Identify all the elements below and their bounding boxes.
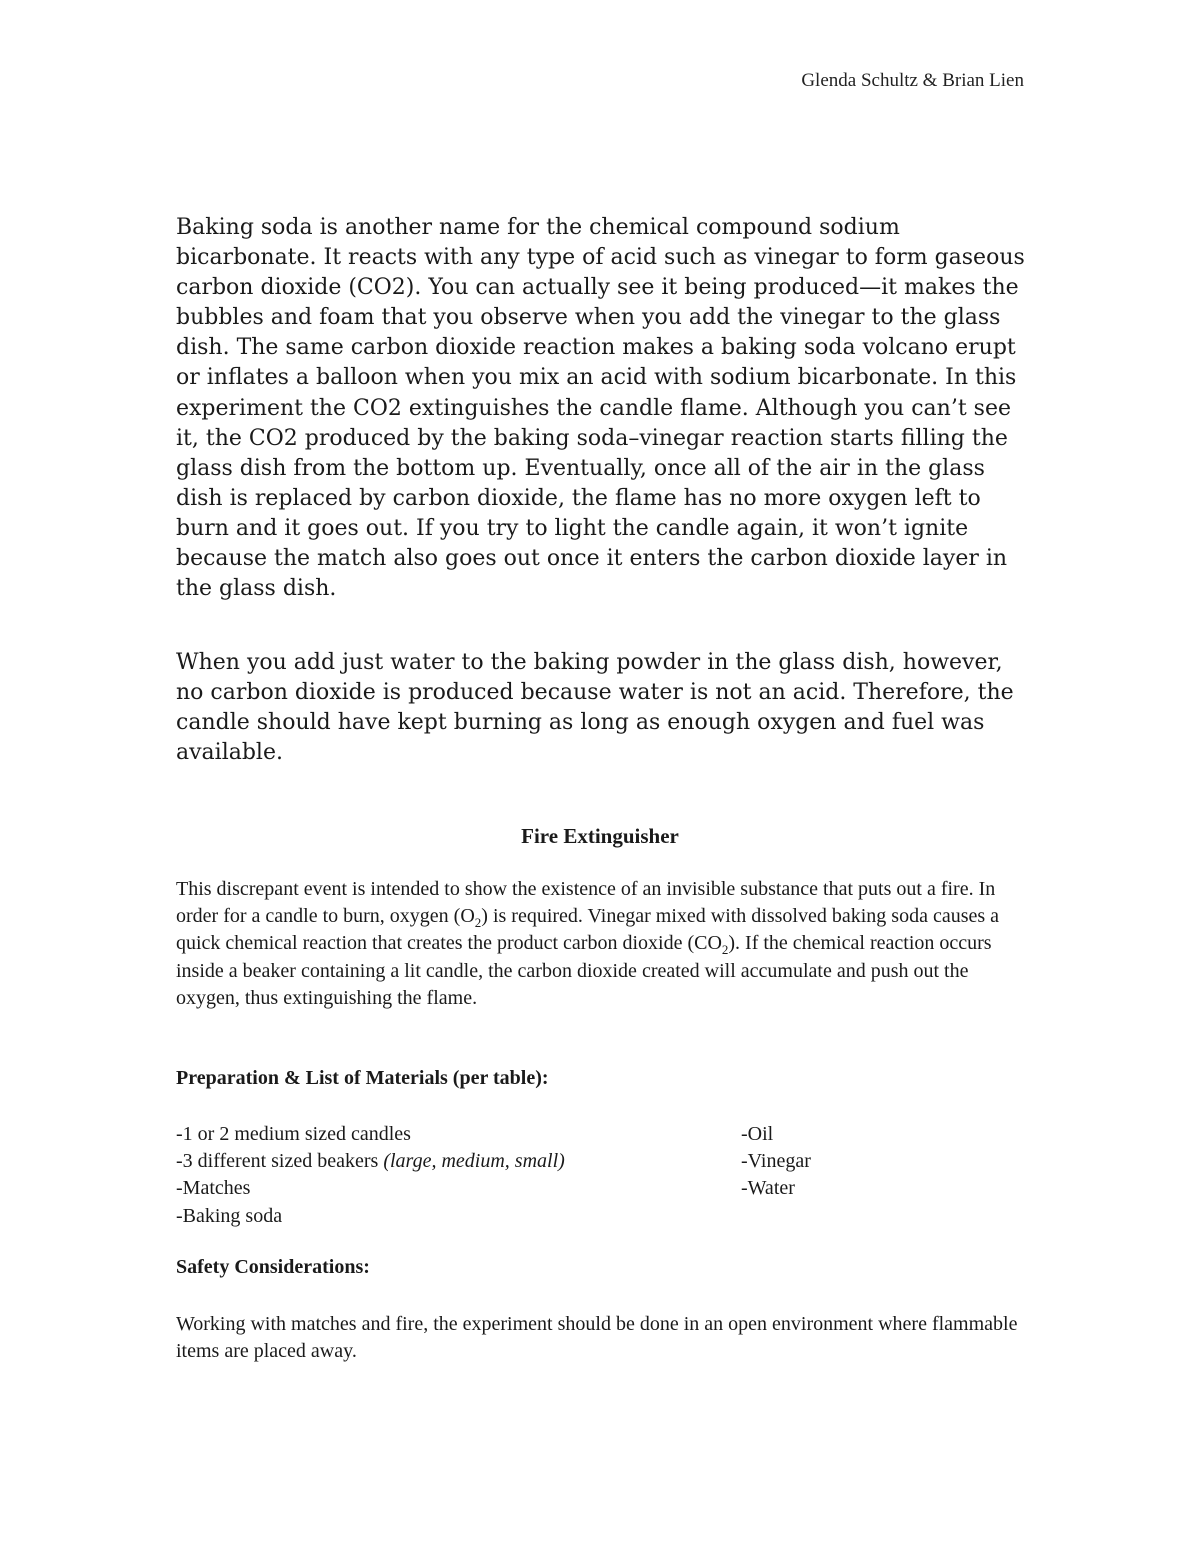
safety-paragraph: Working with matches and fire, the experiment should be done in an open environment where flammable items are placed away. (176, 1313, 1018, 1363)
material-item: -1 or 2 medium sized candles (176, 1123, 411, 1145)
section-title: Fire Extinguisher (521, 824, 679, 848)
material-item-text: -3 different sized beakers (176, 1150, 384, 1173)
material-item: -Matches (176, 1177, 251, 1200)
co2-subscript: 2 (721, 942, 729, 958)
material-item (176, 1148, 565, 1175)
material-item: -Oil (741, 1123, 774, 1145)
oxygen-subscript: 2 (474, 915, 482, 931)
explanation-paragraph-2: When you add just water to the baking powder in the glass dish, however, no carbon dioxide is produced because water is not an acid. Therefore, the candle should have kept burning as long as enough oxygen and fuel was available. (176, 650, 1014, 766)
safety-heading: Safety Considerations: (176, 1256, 370, 1278)
materials-list-left (176, 1121, 565, 1230)
material-item: -Vinegar (741, 1150, 811, 1173)
intro-text-part-1: This discrepant event is intended to show the existence of an invisible substance that puts out a fire. In order for a candle to burn, oxygen (O (176, 878, 996, 928)
material-item-note: (large, medium, small) (383, 1150, 565, 1173)
material-item: -Baking soda (176, 1204, 283, 1227)
material-item: -Water (741, 1177, 795, 1200)
intro-text-part-3: ). If the chemical reaction occurs inside a beaker containing a lit candle, the carbon dioxide created will accumulate and push out the oxygen, thus extinguishing the flame. (176, 932, 992, 1009)
materials-heading: Preparation & List of Materials (per table): (176, 1067, 549, 1089)
intro-text-part-2: ) is required. Vinegar mixed with dissolved baking soda causes a quick chemical reaction that creates the product carbon dioxide (CO (176, 905, 1000, 955)
section-intro-paragraph (176, 876, 1036, 1012)
explanation-paragraph-1: Baking soda is another name for the chemical compound sodium bicarbonate. It reacts with any type of acid such as vinegar to form gaseous carbon dioxide (CO2). You can actually see it being produced—it makes the bubbles and foam that you observe when you add the vinegar to the glass dish. The same carbon dioxide reaction makes a baking soda volcano erupt or inflates a balloon when you mix an acid with sodium bicarbonate. In this experiment the CO2 extinguishes the candle flame. Although you can’t see it, the CO2 produced by the baking soda–vinegar reaction starts filling the glass dish from the bottom up. Eventually, once all of the air in the glass dish is replaced by carbon dioxide, the flame has no more oxygen left to burn and it goes out. If you try to light the candle again, it won’t ignite because the match also goes out once it enters the carbon dioxide layer in the glass dish. (176, 215, 1025, 602)
page-header-authors: Glenda Schultz & Brian Lien (801, 70, 1024, 91)
materials-list-right (741, 1121, 811, 1203)
